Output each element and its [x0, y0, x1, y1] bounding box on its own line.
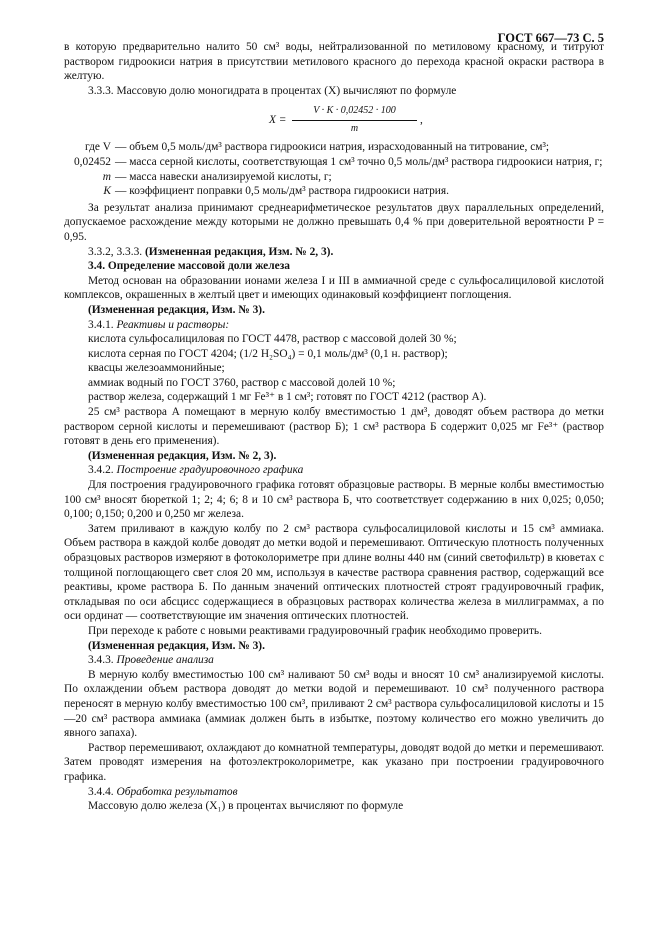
paragraph-analysis-2: Раствор перемешивают, охлаждают до комнатной температуры, доводят водой до метки и перемешивают. Затем проводят измерения на фотоэлектроколориметре, как указано при построении градуировочного графика.	[64, 741, 604, 783]
reagent-item: раствор железа, содержащий 1 мг Fe³⁺ в 1 см³; готовят по ГОСТ 4212 (раствор А).	[88, 391, 487, 404]
section-heading-3-4-3	[64, 653, 604, 668]
definition-text: — масса серной кислоты, соответствующая 1 см³ точно 0,5 моль/дм³ раствора гидроокиси натрия, г;	[115, 155, 603, 168]
section-title: Обработка результатов	[116, 785, 238, 798]
definition-symbol: 0,02452	[73, 155, 111, 168]
section-heading-3-4-1	[64, 318, 604, 333]
paragraph-iron-formula: Массовую долю железа (X₁) в процентах вычисляют по формуле	[88, 800, 404, 813]
revision-note: (Измененная редакция, Изм. № 2, 3).	[88, 449, 277, 462]
reagent-item: квасцы железоаммонийные;	[88, 362, 225, 375]
definition-row	[64, 155, 604, 170]
formula-lhs: X =	[269, 114, 287, 127]
definition-row	[64, 140, 604, 155]
paragraph-result: За результат анализа принимают среднеарифметическое результатов двух параллельных определений, допускаемое расхождение между которыми не должно превышать 0,4 % при доверительной вероятности P = 0,95.	[64, 201, 604, 243]
definition-symbol: где V	[84, 141, 111, 154]
section-ref: 3.3.2, 3.3.3.	[88, 245, 143, 258]
paragraph-calibration: Для построения градуировочного графика готовят образцовые растворы. В мерные колбы вместимостью 100 см³ вносят бюреткой 1; 2; 4; 6; 8 и 10 см³ раствора Б, что соответствует содержанию в них 0,025; 0,050; 0,100; 0,150; 0,200 и 0,250 мг железа.	[64, 479, 604, 521]
definition-symbol: K	[103, 185, 111, 198]
formula-comma: ,	[420, 114, 423, 127]
definition-text: — масса навески анализируемой кислоты, г;	[115, 170, 332, 183]
section-number: 3.4.4.	[88, 785, 114, 798]
revision-note: (Измененная редакция, Изм. № 3).	[88, 303, 265, 316]
paragraph-analysis: В мерную колбу вместимостью 100 см³ наливают 50 см³ воды и вносят 10 см³ анализируемой кислоты. По охлаждении объем раствора доводят до метки водой и перемешивают. 10 см³ полученного раствора переносят в мерную колбу вместимостью 100 см³, приливают 2 см³ раствора сульфосалициловой кислоты и 15—20 см³ раствора аммиака (аммиак должен быть в избытке, поэтому количество его можно увеличить до явного запаха).	[64, 668, 604, 740]
section-title: Проведение анализа	[116, 654, 214, 667]
reagent-item: кислота серная по ГОСТ 4204; (1/2 H₂SO₄) = 0,1 моль/дм³ (0,1 н. раствор);	[88, 347, 448, 360]
definition-text: — коэффициент поправки 0,5 моль/дм³ раствора гидроокиси натрия.	[115, 185, 449, 198]
formula-x	[64, 104, 604, 136]
revision-text: (Измененная редакция, Изм. № 2, 3).	[144, 245, 334, 258]
reagent-item: кислота сульфосалициловая по ГОСТ 4478, раствор с массовой долей 30 %;	[88, 333, 457, 346]
definition-row	[64, 170, 604, 185]
paragraph-check: При переходе к работе с новыми реактивами градуировочный график необходимо проверить.	[88, 624, 542, 637]
document-body	[64, 40, 604, 814]
definition-text: — объем 0,5 моль/дм³ раствора гидроокиси натрия, израсходованный на титрование, см³;	[115, 141, 550, 154]
formula-definitions	[64, 140, 604, 198]
paragraph: в которую предварительно налито 50 см³ воды, нейтрализованной по метиловому красному, и титруют раствором гидроокиси натрия в присутствии метилового красного до перехода красной окраски раствора в желтую.	[64, 41, 604, 83]
paragraph-3-3-3: 3.3.3. Массовую долю моногидрата в процентах (X) вычисляют по формуле	[88, 84, 457, 97]
revision-note: (Измененная редакция, Изм. № 3).	[88, 639, 265, 652]
page-header: ГОСТ 667—73 С. 5	[497, 31, 604, 45]
section-heading-3-4: 3.4. Определение массовой доли железа	[88, 260, 290, 273]
section-number: 3.4.3.	[88, 654, 114, 667]
section-number: 3.4.1.	[88, 318, 114, 331]
section-heading-3-4-4	[64, 785, 604, 800]
section-heading-3-4-2	[64, 463, 604, 478]
paragraph-calibration-2: Затем приливают в каждую колбу по 2 см³ раствора сульфосалициловой кислоты и 15 см³ аммиака. Объем раствора в каждой колбе доводят до метки водой и перемешивают. Оптическую плотность полученных образцовых растворов измеряют в фотоколориметре при длине волны 440 нм (синий светофильтр) в кюветах с толщиной поглощающего свет слоя 20 мм, используя в качестве раствора сравнения раствор, содержащий все реактивы, кроме раствора Б. По данным значений оптических плотностей строят градуировочный график, откладывая по оси абсцисс содержащиеся в образцовых растворах количества железа в миллиграммах, а по оси ординат — соответствующие им значения оптических плотностей.	[64, 522, 604, 623]
paragraph-method: Метод основан на образовании ионами железа I и III в аммиачной среде с сульфосалициловой кислотой комплексов, окрашенных в желтый цвет и имеющих одинаковый коэффициент поглощения.	[64, 274, 604, 302]
definition-row	[64, 184, 604, 199]
formula-fraction	[292, 104, 417, 136]
section-title: Реактивы и растворы:	[116, 318, 230, 331]
revision-note	[64, 245, 604, 260]
formula-numerator: V · K · 0,02452 · 100	[292, 104, 417, 121]
section-number: 3.4.2.	[88, 464, 114, 477]
section-title: Построение градуировочного графика	[116, 464, 304, 477]
paragraph-solution-b: 25 см³ раствора А помещают в мерную колбу вместимостью 1 дм³, доводят объем раствора до метки раствором серной кислоты и перемешивают (раствор Б); 1 см³ раствора Б содержит 0,025 мг Fe³⁺ (раствор готовят в день его применения).	[64, 406, 604, 448]
definition-symbol: m	[102, 170, 111, 183]
formula-denominator: m	[350, 122, 359, 134]
reagent-item: аммиак водный по ГОСТ 3760, раствор с массовой долей 10 %;	[88, 376, 396, 389]
